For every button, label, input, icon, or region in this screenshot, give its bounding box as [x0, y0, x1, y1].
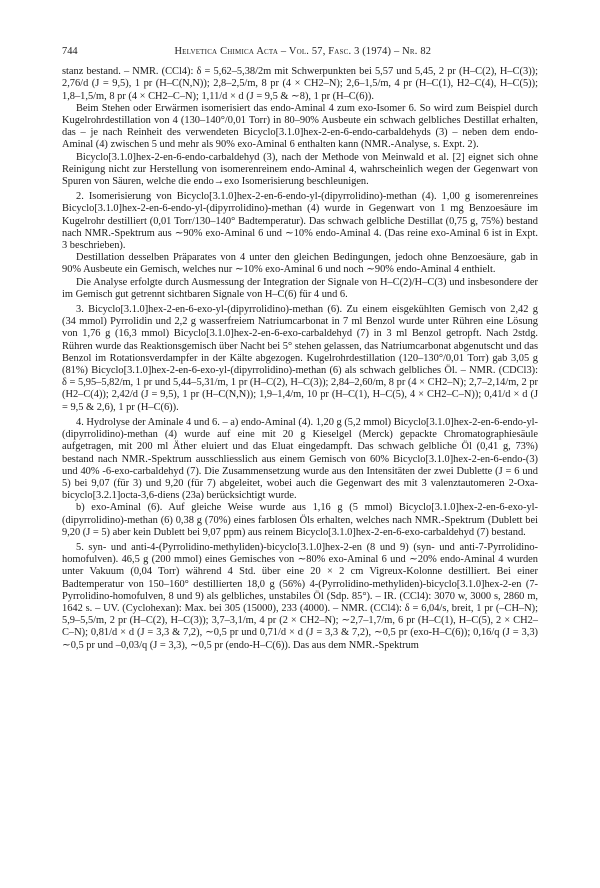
paragraph-destillation: Destillation desselben Präparates von 4 unter den gleichen Bedingungen, jedoch ohne Benzoesäure, gab in 90% Ausbeute ein Gemisch, welches nur ∼10% exo-Aminal 6 und noch ∼90% endo-Aminal 4 enthielt. [62, 252, 538, 276]
paragraph-isomerization-note: Beim Stehen oder Erwärmen isomerisiert das endo-Aminal 4 zum exo-Isomer 6. So wird zum Beispiel durch Kugelrohrdestillation von 4 (130–140°/0,01 Torr) in 80–90% Ausbeute ein schwach gelbliches Destillat erhalten, das – je nach Reinheit des verwendeten Bicyclo[3.1.0]hex-2-en-6-endo-carbaldehyds (3) – neben dem endo-Aminal (4) zwischen 5 und mehr als 90% exo-Aminal 6 enthalten kann (NMR.-Analyse, s. Expt. 2). [62, 102, 538, 151]
section-2-isomerisierung: 2. Isomerisierung von Bicyclo[3.1.0]hex-2-en-6-endo-yl-(dipyrrolidino)-methan (4). 1,00 g isomerenreines Bicyclo[3.1.0]hex-2-en-6-endo-yl-(dipyrrolidino)-methan (4) wurde in Gegenwart von 1 mg Benzoesäure im Kugelrohr destilliert (0,01 Torr/130–140° Badtemperatur). Das schwach gelbliche Destillat (0,75 g, 75%) bestand nach NMR.-Spektrum aus ∼90% exo-Aminal 6 und ∼10% endo-Aminal 4. (Das reine exo-Aminal 6 ist in Expt. 3 beschrieben). [62, 191, 538, 252]
paragraph-hydrolyse-exo: b) exo-Aminal (6). Auf gleiche Weise wurde aus 1,16 g (5 mmol) Bicyclo[3.1.0]hex-2-en-6-exo-yl-(dipyrrolidino)-methan (6) 0,38 g (70%) eines farblosen Öls erhalten, welches nach NMR.-Spektrum (Dublett bei 9,20 (J = 5) aber kein Dublett bei 9,07 ppm) aus reinem Bicyclo[3.1.0]hex-2-en-6-exo-carbaldehyd (7) bestand. [62, 502, 538, 538]
journal-title: Helvetica Chimica Acta – Vol. 57, Fasc. 3 (1974) – Nr. 82 [174, 46, 432, 57]
running-header [62, 46, 538, 58]
paragraph-carbaldehyde-note: Bicyclo[3.1.0]hex-2-en-6-endo-carbaldehyd (3), nach der Methode von Meinwald et al. [2] eignet sich ohne Reinigung nicht zur Herstellung von isomerenreinem endo-Aminal 4, wahrscheinlich wegen der Gegenwart von Spuren von Säuren, welche die endo→exo Isomerisierung beschleunigen. [62, 151, 538, 188]
section-5-homofulven: 5. syn- und anti-4-(Pyrrolidino-methyliden)-bicyclo[3.1.0]hex-2-en (8 und 9) (syn- und anti-7-Pyrrolidino-homofulven). 46,5 g (200 mmol) eines Gemisches von ∼80% exo-Aminal 6 und ∼20% endo-Aminal 4 wurden unter Vakuum (0,04 Torr) während 4 Std. über eine 20 × 2 cm Vigreux-Kolonne destilliert. Bei einer Badtemperatur von 150–160° destillierten 18,0 g (56%) 4-(Pyrrolidino-methyliden)-bicyclo[3.1.0]hex-2-en (7-Pyrrolidino-homofulven, 8 und 9) als gelbliches, unstabiles Öl (Sdp. 85°). – IR. (CCl4): 3070 w, 3000 s, 2860 m, 1642 s. – UV. (Cyclohexan): Max. bei 305 (15000), 233 (4000). – NMR. (CCl4): δ = 6,04/s, breit, 1 pr (–CH–N); 5,9–5,5/m, 2 pr (H–C(2), H–C(3)); 3,7–3,1/m, 4 pr (2 × CH2–N); ∼2,7–1,7/m, 6 pr (H–C(1), H–C(5), 2 × CH2–C–N); 0,81/d × d (J = 3,3 & 7,2), ∼0,5 pr und 0,71/d × d (J = 3,3 & 7,2), ∼0,5 pr (exo-H–C(6)); 0,16/q (J = 3,3) ∼0,5 pr und –0,03/q (J = 3,3), ∼0,5 pr (endo-H–C(6)). Das aus dem NMR.-Spektrum [62, 541, 538, 651]
body-text [62, 66, 538, 652]
page-number: 744 [62, 46, 78, 57]
paragraph-nmr-continued: stanz bestand. – NMR. (CCl4): δ = 5,62–5,38/2m mit Schwerpunkten bei 5,57 und 5,45, 2 pr (H–C(2), H–C(3)); 2,76/d (J = 9,5), 1 pr (H–C(N,N)); 2,8–2,5/m, 8 pr (4 × CH2–N); 2,6–1,5/m, 4 pr (H–C(1), H2–C(4), H–C(5)); 1,8–1,5/m, 8 pr (4 × CH2–C–N); 1,11/d × d (J = 9,5 & ∼8), 1 pr (H–C(6)). [62, 66, 538, 102]
section-3-exo-aminal: 3. Bicyclo[3.1.0]hex-2-en-6-exo-yl-(dipyrrolidino)-methan (6). Zu einem eisgekühlten Gemisch von 2,42 g (34 mmol) Pyrrolidin und 2,2 g wasserfreiem Natriumcarbonat in 7 ml Benzol wurde unter Rühren eine Lösung von 1,76 g (16,3 mmol) Bicyclo[3.1.0]hex-2-en-6-exo-carbaldehyd (7) in 3 ml Benzol getropft. Nach 2stdg. Rühren wurde das Reaktionsgemisch über Nacht bei 5° stehen gelassen, das Natriumcarbonat abgenutscht und das Benzol im Rotationsverdampfer in der Kälte abgezogen. Kugelrohrdestillation (120–130°/0,01 Torr) gab 3,05 g (81%) Bicyclo[3.1.0]hex-2-en-6-exo-yl-(dipyrrolidino)-methan (6) als schwach gelbliches Öl. – NMR. (CDCl3): δ = 5,95–5,82/m, 1 pr und 5,44–5,31/m, 1 pr (H–C(2), H–C(3)); 2,84–2,60/m, 8 pr (4 × CH2–N); 2,7–2,14/m, 2 pr (H2–C(4)); 2,42/d (J = 9,5), 1 pr (H–C(N,N)); 1,9–1,4/m, 10 pr (H–C(1), H–C(5), 4 × CH2–C–N)); 0,41/d × d (J = 9,5 & 2,6), 1 pr (H–C(6)). [62, 304, 538, 413]
section-4-hydrolyse: 4. Hydrolyse der Aminale 4 und 6. – a) endo-Aminal (4). 1,20 g (5,2 mmol) Bicyclo[3.1.0]hex-2-en-6-endo-yl-(dipyrrolidino)-methan (4) wurde auf eine mit 20 g Kieselgel (Merck) gepackte Chromatographiesäule aufgetragen, mit 200 ml Äther eluiert und das Eluat eingedampft. Das schwach gelbliche Öl (0,41 g, 73%) bestand nach NMR.-Spektrum ausschliesslich aus einem Gemisch von 60% Bicyclo[3.1.0]hex-2-en-6-endo-(3) und 40% -6-exo-carbaldehyd (7). Die Zusammensetzung wurde aus den Intensitäten der zwei Dublette (J = 6 und 5) bei 9,07 (für 3) und 9,20 (für 7) abgeleitet, wobei auch die Gegenwart des mit 3 valenztautomeren 2-Oxa-bicyclo[3.2.1]octa-3,6-diens (23a) berücksichtigt wurde. [62, 416, 538, 502]
paragraph-analyse: Die Analyse erfolgte durch Ausmessung der Integration der Signale von H–C(2)/H–C(3) und insbesondere der im Gemisch gut getrennt sichtbaren Signale von H–C(6) für 4 und 6. [62, 276, 538, 300]
